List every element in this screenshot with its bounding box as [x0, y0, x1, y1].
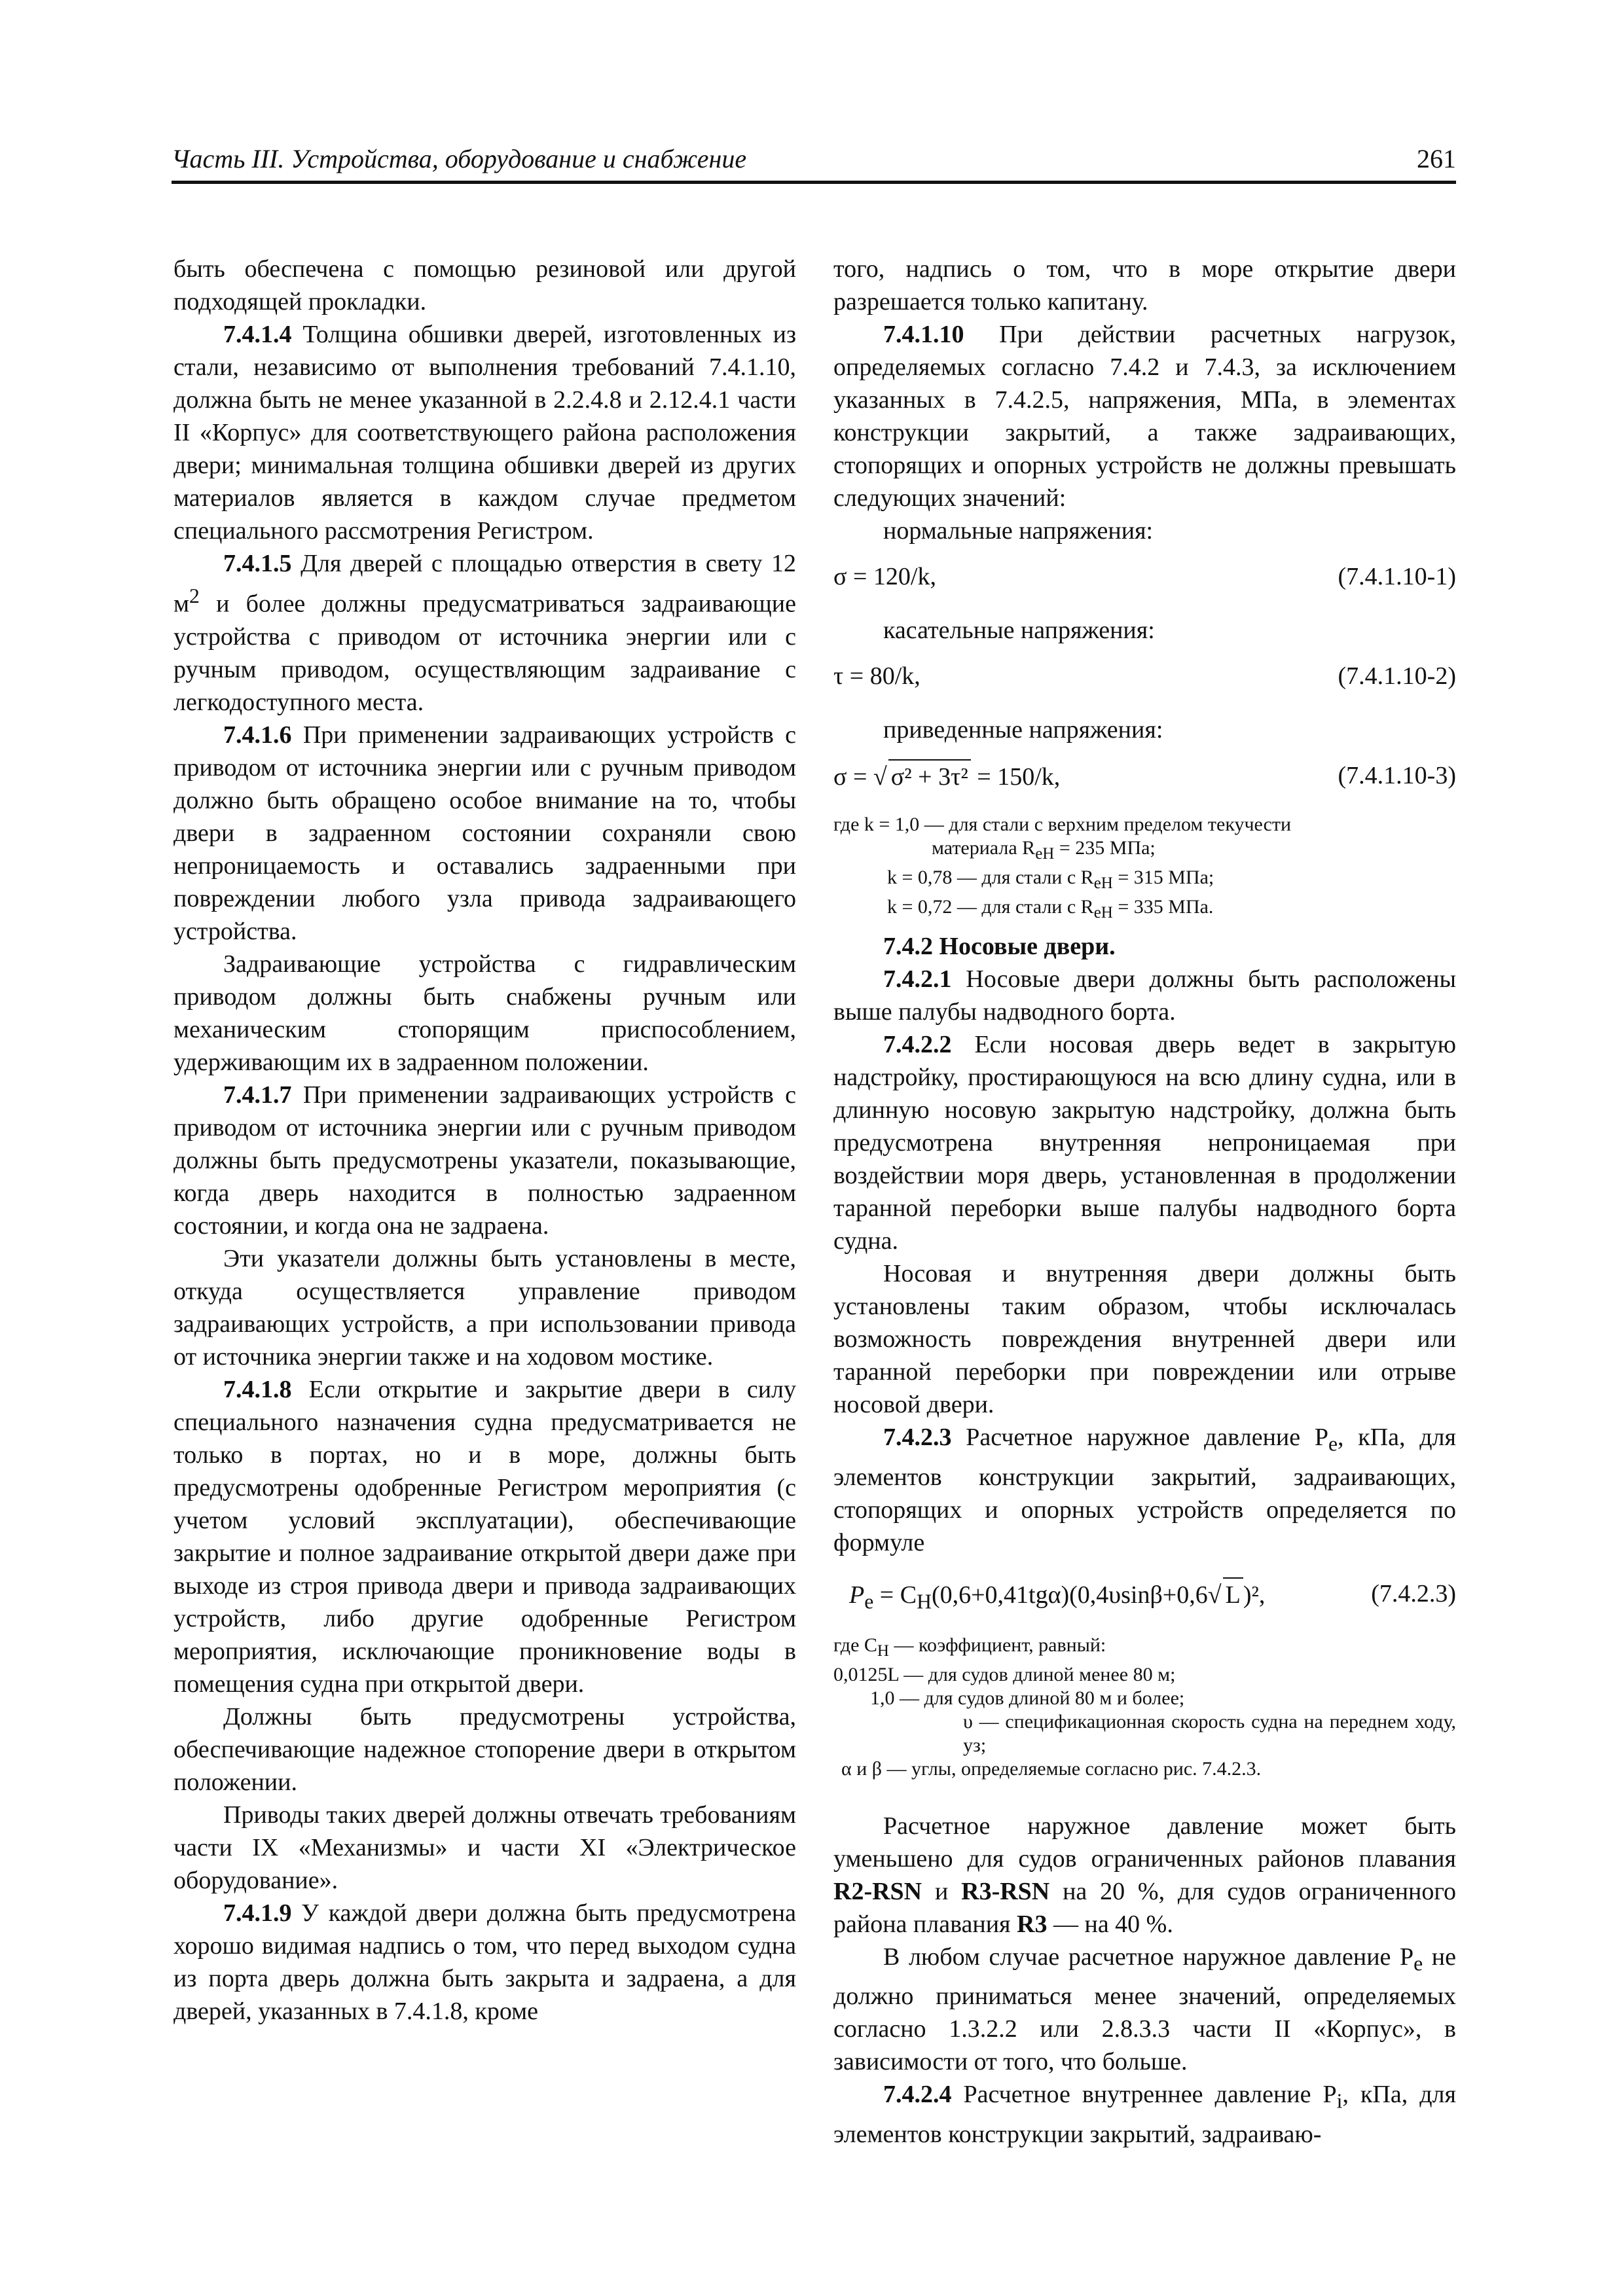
equation-7-4-1-10-2 — [833, 660, 1456, 696]
clause-number: 7.4.1.8 — [223, 1375, 292, 1403]
paragraph: Носовая и внутренняя двери должны быть установлены таким образом, чтобы исключалась возможность повреждения внутренней двери или таранной переборки при повреждении или отрыве носовой двери. — [833, 1260, 1456, 1418]
paragraph-7-4-2-2: 7.4.2.2 Если носовая дверь ведет в закрытую надстройку, простирающуюся на всю длину судна, или в длинную носовую закрытую надстройку, должна быть предусмотрена внутренняя непроницаемая при воздействии моря дверь, установленная в продолжении таранной переборки выше палубы надводного борта судна. — [833, 1031, 1456, 1255]
equation-number: (7.4.1.10-3) — [1338, 762, 1456, 789]
formula-explanation: где $C_H$ — коэффициент, равный: 0,0125L — для судов длиной менее 80 м; 1,0 — для судов длиной 80 м и более; υ — спецификационная скорость судна на переднем ходу, уз; α и β — углы, определяемые согласно рис. 7.4.2.3. — [833, 1634, 1456, 1780]
equation-formula: σ = 120/k, — [833, 563, 936, 590]
paragraph-7-4-2-3: 7.4.2.3 Расчетное наружное давление $P_e$, кПа, для элементов конструкции закрытий, задраивающих, стопорящих и опорных устройств определяется по формуле — [833, 1424, 1456, 1556]
formula-label: приведенные напряжения: — [883, 716, 1163, 744]
paragraph: В любом случае расчетное наружное давление $P_e$ не должно приниматься менее значений, определяемых согласно 1.3.2.2 или 2.8.3.3 части II «Корпус», в зависимости от того, что больше. — [833, 1943, 1457, 2076]
sqrt-sign: √ — [1207, 1581, 1222, 1609]
equation-7-4-1-10-3 — [833, 759, 1456, 796]
radicand: L — [1223, 1577, 1243, 1611]
paragraph: Эти указатели должны быть установлены в месте, откуда осуществляется управление приводом задраивающих устройств, а при использовании привода от источника энергии также и на ходовом мостике. — [173, 1244, 796, 1371]
clause-number: 7.4.2.1 — [883, 965, 952, 993]
clause-number: 7.4.2.3 — [883, 1424, 952, 1451]
equation-number: (7.4.1.10-2) — [1338, 662, 1456, 690]
page-number: 261 — [1417, 144, 1456, 173]
paragraph-7-4-1-9: 7.4.1.9 У каждой двери должна быть предусмотрена хорошо видимая надпись о том, что перед выходом судна из порта дверь должна быть закрыта и задраена, а для дверей, указанных в 7.4.1.8, кроме — [173, 1899, 796, 2025]
clause-number: 7.4.1.5 — [223, 550, 292, 577]
paragraph-7-4-1-10: 7.4.1.10 При действии расчетных нагрузок, определяемых согласно 7.4.2 и 7.4.3, за исключением указанных в 7.4.2.5, напряжения, МПа, в элементах конструкции закрытий, а также задраивающих, стопорящих и опорных устройств не должны превышать следующих значений: — [833, 321, 1456, 512]
formula-label: нормальные напряжения: — [883, 517, 1154, 545]
equation-number: (7.4.1.10-1) — [1338, 563, 1456, 590]
clause-number: 7.4.1.6 — [223, 721, 292, 749]
paragraph: Задраивающие устройства с гидравлическим приводом должны быть снабжены ручным или механическим стопорящим приспособлением, удерживающим их в задраенном положении. — [173, 950, 796, 1076]
clause-number: 7.4.1.10 — [883, 321, 964, 348]
running-header — [172, 140, 1456, 184]
paragraph: Приводы таких дверей должны отвечать требованиям части IX «Механизмы» и части XI «Электрическое оборудование». — [173, 1801, 796, 1894]
clause-number: 7.4.1.9 — [223, 1899, 292, 1927]
paragraph-7-4-2-4: 7.4.2.4 Расчетное внутреннее давление $P_i$, кПа, для элементов конструкции закрытий, задраиваю- — [833, 2081, 1456, 2148]
running-title: Часть III. Устройства, оборудование и снабжение — [172, 144, 747, 173]
equation-7-4-2-3 — [833, 1577, 1456, 1614]
paragraph-7-4-1-6: 7.4.1.6 При применении задраивающих устройств с приводом от источника энергии или с ручным приводом должно быть обращено особое внимание на то, чтобы двери в задраенном состоянии сохраняли свою непроницаемость и оставались задраенными при повреждении любого узла привода задраивающего устройства. — [173, 721, 796, 945]
paragraph: Должны быть предусмотрены устройства, обеспечивающие надежное стопорение двери в открытом положении. — [173, 1702, 796, 1796]
clause-number: 7.4.2.2 — [883, 1031, 952, 1058]
sqrt-sign: √ — [873, 763, 887, 791]
right-column — [833, 253, 1456, 2151]
clause-number: 7.4.1.4 — [223, 321, 292, 348]
paragraph: быть обеспечена с помощью резиновой или другой подходящей прокладки. — [173, 255, 796, 315]
paragraph-7-4-1-8: 7.4.1.8 Если открытие и закрытие двери в силу специального назначения судна предусматривается не только в портах, но и в море, должны быть предусмотрены одобренные Регистром мероприятия (с учетом условий эксплуатации), обеспечивающие закрытие и полное задраивание открытой двери даже при выходе из строя привода двери и привода задраивающих устройств, либо другие одобренные Регистром мероприятия, исключающие проникновение воды в помещения судна при открытой двери. — [173, 1375, 796, 1698]
paragraph: Расчетное наружное давление может быть уменьшено для судов ограниченных районов плавания R2-RSN и R3-RSN на 20 %, для судов ограниченного района плавания R3 — на 40 %. — [833, 1812, 1456, 1938]
left-column — [173, 253, 796, 2028]
equation-formula: σ = √ σ² + 3τ² = 150/k, — [833, 759, 1060, 793]
paragraph-7-4-1-5: 7.4.1.5 Для дверей с площадью отверстия в свету 12 $м^2$ и более должны предусматриваться задраивающие устройства с приводом от источника энергии или с ручным приводом, осуществляющим задраивание с легкодоступного места. — [173, 550, 796, 716]
equation-7-4-1-10-1 — [833, 560, 1456, 597]
clause-number: 7.4.1.7 — [223, 1081, 292, 1109]
formula-label: касательные напряжения: — [883, 617, 1155, 644]
equation-number: (7.4.2.3) — [1371, 1579, 1456, 1607]
radicand: σ² + 3τ² — [888, 759, 971, 793]
paragraph-7-4-1-7: 7.4.1.7 При применении задраивающих устройств с приводом от источника энергии или с ручным приводом должны быть предусмотрены указатели, показывающие, когда дверь находится в полностью задраенном состоянии, и когда она не задраена. — [173, 1081, 796, 1240]
paragraph-7-4-1-4: 7.4.1.4 Толщина обшивки дверей, изготовленных из стали, независимо от выполнения требований 7.4.1.10, должна быть не менее указанной в 2.2.4.8 и 2.12.4.1 части II «Корпус» для соответствующего района расположения двери; минимальная толщина обшивки дверей из других материалов является в каждом случае предметом специального рассмотрения Регистром. — [173, 321, 796, 545]
formula-explanation: где k = 1,0 — для стали с верхним пределом текучести материала $R_{eH} = 235$ МПа; k = 0,78 — для стали с $R_{eH} = 315$ МПа; k = 0,72 — для стали с $R_{eH} = 335$ МПа. — [833, 814, 1292, 922]
equation-formula: $P_e = C_H(0,6+0,41tg\alpha)(0,4\upsilon\sin\beta+0,6√$ L )², — [849, 1577, 1265, 1619]
paragraph-7-4-2-1: 7.4.2.1 Носовые двери должны быть расположены выше палубы надводного борта. — [833, 965, 1456, 1026]
section-heading: 7.4.2 Носовые двери. — [883, 933, 1116, 960]
paragraph: того, надпись о том, что в море открытие двери разрешается только капитану. — [833, 255, 1456, 315]
equation-formula: τ = 80/k, — [833, 662, 921, 690]
clause-number: 7.4.2.4 — [883, 2081, 952, 2109]
